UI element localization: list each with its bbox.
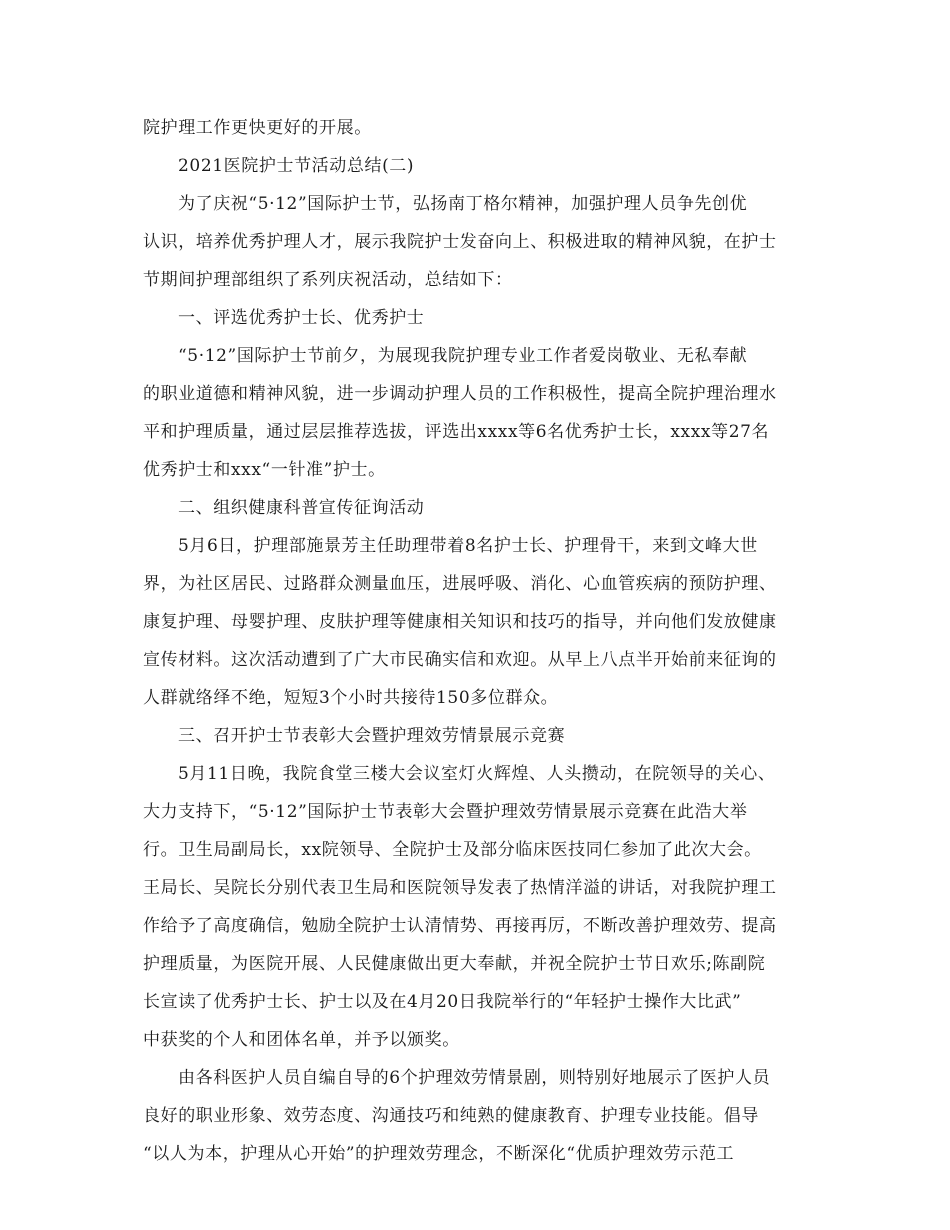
- paragraph-line: 良好的职业形象、效劳态度、沟通技巧和纯熟的健康教育、护理专业技能。倡导: [143, 1106, 759, 1126]
- paragraph-line: 平和护理质量，通过层层推荐选拔，评选出xxxx等6名优秀护士长，xxxx等27名: [143, 422, 770, 442]
- paragraph-line: 5月6日，护理部施景芳主任助理带着8名护士长、护理骨干，来到文峰大世: [178, 536, 758, 556]
- paragraph-line: 的职业道德和精神风貌，进一步调动护理人员的工作积极性，提高全院护理治理水: [143, 384, 777, 404]
- paragraph-line: 节期间护理部组织了系列庆祝活动，总结如下：: [143, 270, 513, 290]
- paragraph-line: 王局长、吴院长分别代表卫生局和医院领导发表了热情洋溢的讲话，对我院护理工: [143, 878, 777, 898]
- section-title: 2021医院护士节活动总结(二): [178, 156, 415, 176]
- paragraph-line: 院护理工作更快更好的开展。: [143, 118, 372, 138]
- paragraph-line: 5月11日晚，我院食堂三楼大会议室灯火辉煌、人头攒动，在院领导的关心、: [178, 764, 776, 784]
- paragraph-line: 长宣读了优秀护士长、护士以及在4月20日我院举行的“年轻护士操作大比武”: [143, 992, 742, 1012]
- paragraph-line: 大力支持下，“5·12”国际护士节表彰大会暨护理效劳情景展示竞赛在此浩大举: [143, 802, 748, 822]
- paragraph-line: 中获奖的个人和团体名单，并予以颁奖。: [143, 1030, 460, 1050]
- paragraph-line: “5·12”国际护士节前夕，为展现我院护理专业工作者爱岗敬业、无私奉献: [178, 346, 748, 366]
- section-heading: 二、组织健康科普宣传征询活动: [178, 498, 425, 518]
- paragraph-line: 行。卫生局副局长，xx院领导、全院护士及部分临床医技同仁参加了此次大会。: [143, 840, 762, 860]
- paragraph-line: 为了庆祝“5·12”国际护士节，弘扬南丁格尔精神，加强护理人员争先创优: [178, 194, 748, 214]
- paragraph-line: 人群就络绎不绝，短短3个小时共接待150多位群众。: [143, 688, 559, 708]
- paragraph-line: 由各科医护人员自编自导的6个护理效劳情景剧，则特别好地展示了医护人员: [178, 1068, 771, 1088]
- paragraph-line: 康复护理、母婴护理、皮肤护理等健康相关知识和技巧的指导，并向他们发放健康: [143, 612, 777, 632]
- paragraph-line: 宣传材料。这次活动遭到了广大市民确实信和欢迎。从早上八点半开始前来征询的: [143, 650, 777, 670]
- paragraph-line: 界，为社区居民、过路群众测量血压，进展呼吸、消化、心血管疾病的预防护理、: [143, 574, 777, 594]
- paragraph-line: “以人为本，护理从心开始”的护理效劳理念，不断深化“优质护理效劳示范工: [143, 1144, 735, 1164]
- paragraph-line: 护理质量，为医院开展、人民健康做出更大奉献，并祝全院护士节日欢乐;陈副院: [143, 954, 766, 974]
- section-heading: 一、评选优秀护士长、优秀护士: [178, 308, 425, 328]
- section-heading: 三、召开护士节表彰大会暨护理效劳情景展示竞赛: [178, 726, 566, 746]
- paragraph-line: 作给予了高度确信，勉励全院护士认清情势、再接再厉，不断改善护理效劳、提高: [143, 916, 777, 936]
- paragraph-line: 优秀护士和xxx“一针准”护士。: [143, 460, 386, 480]
- paragraph-line: 认识，培养优秀护理人才，展示我院护士发奋向上、积极进取的精神风貌，在护士: [143, 232, 777, 252]
